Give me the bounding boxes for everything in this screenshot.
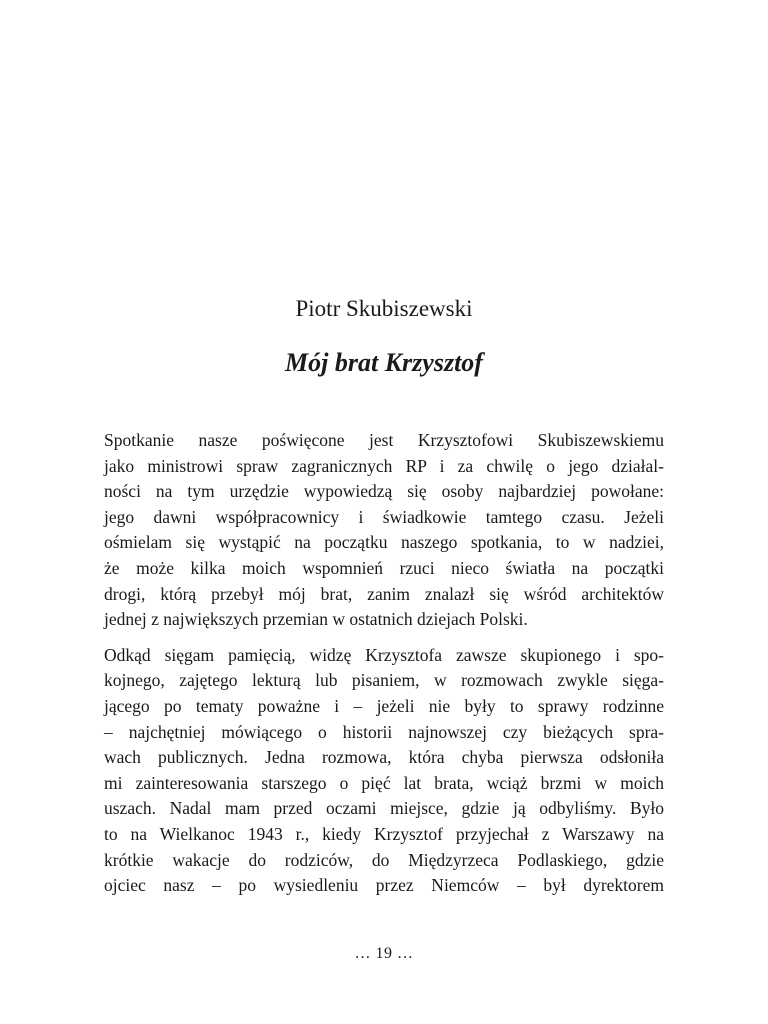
paragraph-2: [104, 643, 664, 899]
chapter-title: Mój brat Krzysztof: [285, 348, 483, 377]
text-line: ności na tym urzędzie wypowiedzą się osoby najbardziej powołane:: [104, 481, 664, 502]
text-line: Spotkanie nasze poświęcone jest Krzysztofowi Skubiszewskiemu: [104, 430, 664, 450]
text-line: drogi, którą przebył mój brat, zanim znalazł się wśród architektów: [104, 583, 664, 604]
text-line: ośmielam się wystąpić na początku naszego spotkania, to w nadziei,: [104, 532, 664, 553]
text-line: kojnego, zajętego lekturą lub pisaniem, w rozmowach zwykle sięga-: [104, 670, 664, 691]
text-line: to na Wielkanoc 1943 r., kiedy Krzysztof przyjechał z Warszawy na: [104, 823, 664, 844]
text-line: że może kilka moich wspomnień rzuci nieco światła na początki: [104, 557, 664, 578]
text-line: jącego po tematy poważne i – jeżeli nie były to sprawy rodzinne: [104, 695, 664, 716]
author-name: Piotr Skubiszewski: [295, 296, 473, 321]
paragraph-gap: [104, 633, 664, 643]
text-line: uszach. Nadal mam przed oczami miejsce, gdzie ją odbyliśmy. Było: [104, 798, 664, 819]
page-number: … 19 …: [354, 945, 414, 962]
text-line: krótkie wakacje do rodziców, do Międzyrzeca Podlaskiego, gdzie: [104, 849, 664, 870]
text-line: jako ministrowi spraw zagranicznych RP i za chwilę o jego działal-: [104, 455, 664, 476]
text-line: wach publicznych. Jedna rozmowa, która chyba pierwsza odsłoniła: [104, 747, 664, 768]
paragraph-1: [104, 428, 664, 633]
text-line: – najchętniej mówiącego o historii najnowszej czy bieżących spra-: [104, 721, 664, 742]
text-line: ojciec nasz – po wysiedleniu przez Niemców – był dyrektorem: [104, 875, 664, 896]
text-line: mi zainteresowania starszego o pięć lat brata, wciąż brzmi w moich: [104, 772, 664, 793]
body-text: [104, 428, 664, 899]
text-line: jednej z największych przemian w ostatnich dziejach Polski.: [104, 609, 528, 630]
text-line: Odkąd sięgam pamięcią, widzę Krzysztofa zawsze skupionego i spo-: [104, 644, 664, 665]
text-line: jego dawni współpracownicy i świadkowie tamtego czasu. Jeżeli: [104, 506, 664, 527]
